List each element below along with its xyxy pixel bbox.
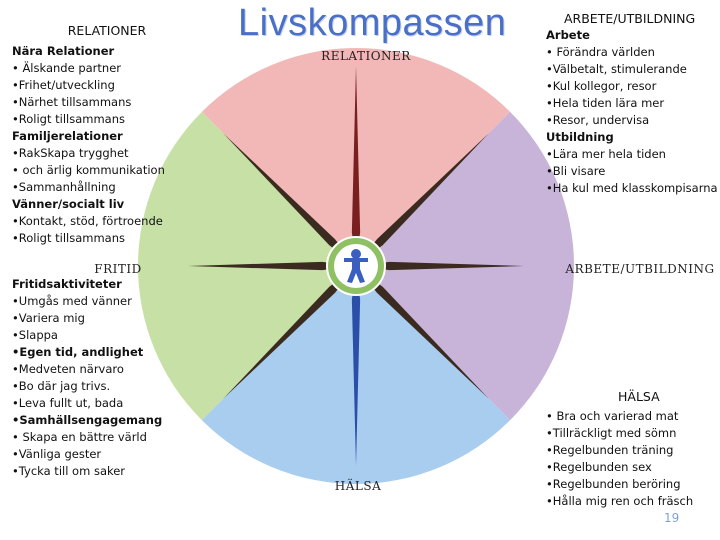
arbete-line: •Hela tiden lära mer [546, 96, 665, 110]
arbete-line: •Lära mer hela tiden [546, 147, 666, 161]
fritid-line: •Umgås med vänner [12, 294, 132, 308]
arbete-line: • Förändra världen [546, 45, 655, 59]
relationer-line: •RakSkapa trygghet [12, 146, 129, 160]
relationer-line: Vänner/socialt liv [12, 197, 125, 211]
fritid-line: Fritidsaktiviteter [12, 277, 122, 291]
wheel-label-arbete: ARBETE/UTBILDNING [565, 262, 715, 276]
halsa-text-block [546, 388, 720, 510]
wheel-label-relationer: RELATIONER [321, 49, 411, 63]
arbete-line: •Ha kul med klasskompisarna [546, 181, 718, 195]
relationer-text-block [12, 22, 192, 247]
wheel-label-fritid: FRITID [94, 262, 142, 276]
page-number: 19 [664, 511, 680, 525]
halsa-heading: HÄLSA [618, 389, 660, 404]
relationer-line: • och ärlig kommunikation [12, 163, 165, 177]
arbete-line: •Välbetalt, stimulerande [546, 62, 687, 76]
halsa-line: • Bra och varierad mat [546, 409, 679, 423]
halsa-line: •Regelbunden sex [546, 460, 652, 474]
relationer-line: •Roligt tillsammans [12, 112, 126, 126]
relationer-line: • Älskande partner [12, 61, 121, 75]
fritid-line: •Samhällsengagemang [12, 413, 163, 427]
fritid-line: •Medveten närvaro [12, 362, 124, 376]
relationer-line: •Kontakt, stöd, förtroende [12, 214, 163, 228]
fritid-line: •Bo där jag trivs. [12, 379, 111, 393]
fritid-text-block [12, 276, 192, 480]
fritid-line: •Tycka till om saker [12, 464, 126, 478]
halsa-line: •Regelbunden beröring [546, 477, 681, 491]
fritid-line: •Variera mig [12, 311, 85, 325]
halsa-line: •Regelbunden träning [546, 443, 674, 457]
wheel-label-halsa: HÄLSA [334, 479, 382, 493]
center-person-icon [327, 237, 385, 295]
arbete-heading: ARBETE/UTBILDNING [564, 11, 696, 26]
halsa-line: •Hålla mig ren och fräsch [546, 494, 694, 508]
fritid-line: •Vänliga gester [12, 447, 102, 461]
arbete-line: •Bli visare [546, 164, 606, 178]
page-title: Livskompassen [238, 2, 507, 44]
relationer-line: •Sammanhållning [12, 180, 116, 194]
relationer-line: •Närhet tillsammans [12, 95, 132, 109]
relationer-line: •Roligt tillsammans [12, 231, 126, 245]
arbete-line: •Resor, undervisa [546, 113, 650, 127]
arbete-line: •Kul kollegor, resor [546, 79, 657, 93]
relationer-line: Nära Relationer [12, 44, 115, 58]
relationer-line: •Frihet/utveckling [12, 78, 115, 92]
fritid-line: •Egen tid, andlighet [12, 345, 144, 359]
halsa-line: •Tillräckligt med sömn [546, 426, 677, 440]
fritid-line: •Slappa [12, 328, 58, 342]
fritid-line: • Skapa en bättre värld [12, 430, 147, 444]
arbete-line: Utbildning [546, 130, 614, 144]
relationer-line: Familjerelationer [12, 129, 123, 143]
relationer-heading: RELATIONER [67, 23, 147, 38]
arbete-text-block [546, 10, 720, 197]
arbete-line: Arbete [546, 28, 590, 42]
fritid-line: •Leva fullt ut, bada [12, 396, 124, 410]
